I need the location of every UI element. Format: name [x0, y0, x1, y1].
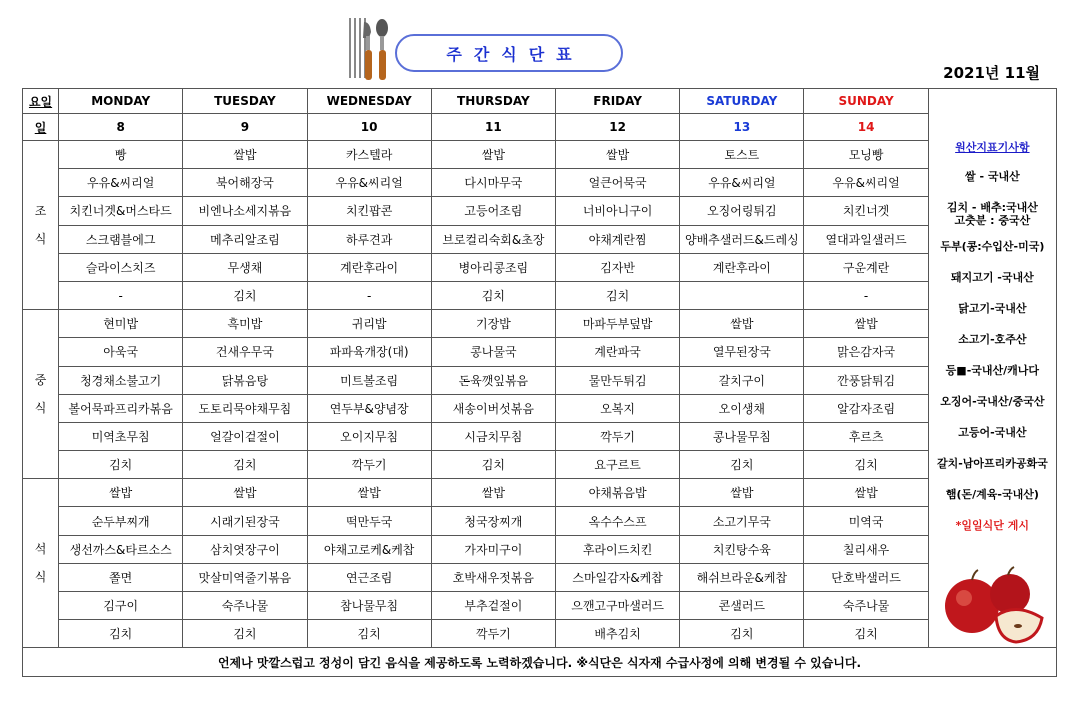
menu-cell: 계란후라이	[680, 253, 804, 281]
date-cell: 14	[804, 114, 928, 141]
meal-label-char: 중	[34, 373, 47, 388]
menu-cell: 후르츠	[804, 422, 928, 450]
menu-cell: 파파육개장(대)	[307, 338, 431, 366]
menu-cell: 기장밥	[431, 310, 555, 338]
menu-cell: 쫄면	[59, 563, 183, 591]
menu-row	[23, 479, 1057, 507]
menu-cell: 흑미밥	[183, 310, 307, 338]
date-cell: 11	[431, 114, 555, 141]
menu-cell: 단호박샐러드	[804, 563, 928, 591]
day-name-tuesday: TUESDAY	[183, 89, 307, 114]
menu-row	[23, 197, 1057, 225]
menu-cell: 모닝빵	[804, 141, 928, 169]
menu-cell: 깍두기	[556, 422, 680, 450]
menu-cell: 김치	[804, 451, 928, 479]
meal-label	[23, 141, 59, 310]
menu-cell: 김구이	[59, 592, 183, 620]
menu-cell: 김치	[307, 620, 431, 648]
menu-row	[23, 535, 1057, 563]
menu-cell: 구운계란	[804, 253, 928, 281]
menu-row	[23, 451, 1057, 479]
origin-heading[interactable]: 원산지표기사항	[955, 141, 1030, 154]
menu-row	[23, 141, 1057, 169]
menu-cell: 물만두튀김	[556, 366, 680, 394]
menu-cell: 쌀밥	[307, 479, 431, 507]
menu-cell: 얼큰어묵국	[556, 169, 680, 197]
menu-cell: 연두부&양념장	[307, 394, 431, 422]
date-cell: 12	[556, 114, 680, 141]
origin-line: 갈치-남아프리카공화국	[936, 457, 1048, 470]
fork-spoon-icon	[342, 14, 402, 84]
menu-cell: 맑은감자국	[804, 338, 928, 366]
menu-cell: 하루견과	[307, 225, 431, 253]
menu-cell: 우유&씨리얼	[804, 169, 928, 197]
page-title: 주간식단표	[446, 44, 584, 64]
corner-day-label: 요일	[23, 89, 59, 114]
menu-row	[23, 563, 1057, 591]
origin-line: 오징어-국내산/중국산	[940, 395, 1045, 408]
menu-cell: 깍두기	[307, 451, 431, 479]
meal-label-char: 식	[34, 401, 47, 416]
menu-cell: 돈육깻잎볶음	[431, 366, 555, 394]
menu-cell: 쌀밥	[183, 141, 307, 169]
date-cell: 10	[307, 114, 431, 141]
menu-cell: 청국장찌개	[431, 507, 555, 535]
menu-row	[23, 338, 1057, 366]
menu-cell: 계란파국	[556, 338, 680, 366]
menu-cell: 쌀밥	[59, 479, 183, 507]
origin-line: 고등어-국내산	[958, 426, 1027, 439]
menu-row	[23, 310, 1057, 338]
daily-menu-notice: *일일식단 게시	[955, 519, 1030, 532]
menu-cell: 김치	[431, 451, 555, 479]
menu-cell: 오복지	[556, 394, 680, 422]
menu-cell: 양배추샐러드&드레싱	[680, 225, 804, 253]
menu-cell: 쌀밥	[680, 310, 804, 338]
menu-cell: 쌀밥	[804, 310, 928, 338]
menu-cell: 열대과일샐러드	[804, 225, 928, 253]
menu-cell: 김치	[183, 451, 307, 479]
menu-cell: 으깬고구마샐러드	[556, 592, 680, 620]
menu-cell: 토스트	[680, 141, 804, 169]
menu-cell: 치킨팝콘	[307, 197, 431, 225]
menu-cell: 콘샐러드	[680, 592, 804, 620]
menu-cell: 시금치무침	[431, 422, 555, 450]
origin-line: 두부(콩:수입산-미국)	[940, 240, 1045, 253]
menu-cell: 김자반	[556, 253, 680, 281]
weekly-menu-table	[22, 88, 1057, 677]
title-banner	[395, 34, 623, 72]
year-month: 2021년 11월	[943, 64, 1040, 82]
menu-cell: 김치	[556, 281, 680, 309]
day-name-thursday: THURSDAY	[431, 89, 555, 114]
menu-cell: 너비아니구이	[556, 197, 680, 225]
origin-line: 소고기-호주산	[958, 333, 1027, 346]
day-name-sunday: SUNDAY	[804, 89, 928, 114]
menu-cell: 쌀밥	[431, 141, 555, 169]
menu-row	[23, 592, 1057, 620]
menu-cell: 갈치구이	[680, 366, 804, 394]
menu-cell: 쌀밥	[804, 479, 928, 507]
menu-cell: 생선까스&타르소스	[59, 535, 183, 563]
menu-cell: 오징어링튀김	[680, 197, 804, 225]
day-name-wednesday: WEDNESDAY	[307, 89, 431, 114]
origin-line: 돼지고기 -국내산	[950, 271, 1034, 284]
menu-cell: -	[59, 281, 183, 309]
menu-cell: 김치	[680, 620, 804, 648]
date-cell: 9	[183, 114, 307, 141]
meal-label-char: 조	[34, 204, 47, 219]
menu-cell: 쌀밥	[183, 479, 307, 507]
menu-cell: 카스텔라	[307, 141, 431, 169]
menu-cell: 귀리밥	[307, 310, 431, 338]
menu-cell: 쌀밥	[680, 479, 804, 507]
menu-cell: 미역국	[804, 507, 928, 535]
menu-cell: 현미밥	[59, 310, 183, 338]
menu-cell: 슬라이스치즈	[59, 253, 183, 281]
menu-cell: 김치	[183, 281, 307, 309]
menu-cell: 무생채	[183, 253, 307, 281]
menu-cell: 오이지무침	[307, 422, 431, 450]
origin-line: 햄(돈/계육-국내산)	[945, 488, 1039, 501]
menu-cell: 얼갈이겉절이	[183, 422, 307, 450]
origin-line: 닭고기-국내산	[958, 302, 1027, 315]
menu-cell: 칠리새우	[804, 535, 928, 563]
menu-cell: 요구르트	[556, 451, 680, 479]
menu-cell: 소고기무국	[680, 507, 804, 535]
day-name-saturday: SATURDAY	[680, 89, 804, 114]
menu-cell: 다시마무국	[431, 169, 555, 197]
menu-cell: 해쉬브라운&케찹	[680, 563, 804, 591]
menu-cell: -	[307, 281, 431, 309]
menu-cell: 메추리알조림	[183, 225, 307, 253]
menu-cell: 아욱국	[59, 338, 183, 366]
menu-cell: 북어해장국	[183, 169, 307, 197]
menu-cell: 쌀밥	[556, 141, 680, 169]
menu-cell: 야채고로케&케찹	[307, 535, 431, 563]
menu-cell: 숙주나물	[804, 592, 928, 620]
menu-cell: 떡만두국	[307, 507, 431, 535]
menu-row	[23, 394, 1057, 422]
menu-cell: 우유&씨리얼	[307, 169, 431, 197]
menu-row	[23, 253, 1057, 281]
menu-row	[23, 422, 1057, 450]
menu-cell: 옥수수스프	[556, 507, 680, 535]
menu-cell: 삼치엿장구이	[183, 535, 307, 563]
menu-cell: 호박새우젓볶음	[431, 563, 555, 591]
menu-cell: 빵	[59, 141, 183, 169]
origin-line: 김치 - 배추:국내산 고춧분 : 중국산	[946, 201, 1038, 227]
menu-cell: 후라이드치킨	[556, 535, 680, 563]
menu-cell: 치킨너겟&머스타드	[59, 197, 183, 225]
apple-icon	[938, 566, 1050, 644]
menu-cell: 도토리묵야채무침	[183, 394, 307, 422]
menu-cell: 야채볶음밥	[556, 479, 680, 507]
menu-cell: 우유&씨리얼	[680, 169, 804, 197]
menu-cell: 브로컬리숙회&초장	[431, 225, 555, 253]
footer-notice: 언제나 맛깔스럽고 정성이 담긴 음식을 제공하도록 노력하겠습니다. ※식단은 식자재 수급사정에 의해 변경될 수 있습니다.	[23, 648, 1057, 677]
menu-cell	[680, 281, 804, 309]
meal-label-char: 석	[34, 542, 47, 557]
origin-line: 등■-국내산/캐나다	[945, 364, 1040, 377]
menu-cell: 김치	[680, 451, 804, 479]
menu-cell: 새송이버섯볶음	[431, 394, 555, 422]
origin-line: 쌀 - 국내산	[964, 170, 1020, 183]
menu-cell: 시래기된장국	[183, 507, 307, 535]
menu-cell: 미트볼조림	[307, 366, 431, 394]
menu-cell: 우유&씨리얼	[59, 169, 183, 197]
menu-cell: 순두부찌개	[59, 507, 183, 535]
menu-cell: 병아리콩조림	[431, 253, 555, 281]
menu-cell: 알감자조림	[804, 394, 928, 422]
menu-row	[23, 225, 1057, 253]
day-name-monday: MONDAY	[59, 89, 183, 114]
menu-cell: 콩나물국	[431, 338, 555, 366]
menu-cell: 계란후라이	[307, 253, 431, 281]
date-cell: 13	[680, 114, 804, 141]
meal-label	[23, 310, 59, 479]
menu-cell: 부추겉절이	[431, 592, 555, 620]
day-name-friday: FRIDAY	[556, 89, 680, 114]
menu-cell: 스크램블에그	[59, 225, 183, 253]
menu-cell: 열무된장국	[680, 338, 804, 366]
menu-cell: 야채계란찜	[556, 225, 680, 253]
menu-cell: 치킨너겟	[804, 197, 928, 225]
menu-cell: 미역초무침	[59, 422, 183, 450]
menu-cell: 콩나물무침	[680, 422, 804, 450]
menu-cell: 깐풍닭튀김	[804, 366, 928, 394]
menu-cell: 맛살미역줄기볶음	[183, 563, 307, 591]
menu-row	[23, 366, 1057, 394]
menu-cell: 김치	[804, 620, 928, 648]
menu-cell: 김치	[183, 620, 307, 648]
menu-row	[23, 169, 1057, 197]
menu-cell: 닭볶음탕	[183, 366, 307, 394]
meal-label	[23, 479, 59, 648]
menu-cell: 마파두부덮밥	[556, 310, 680, 338]
date-cell: 8	[59, 114, 183, 141]
menu-cell: 가자미구이	[431, 535, 555, 563]
menu-cell: 볼어묵파프리카볶음	[59, 394, 183, 422]
menu-cell: 오이생채	[680, 394, 804, 422]
menu-cell: 배추김치	[556, 620, 680, 648]
menu-cell: -	[804, 281, 928, 309]
meal-label-char: 식	[34, 232, 47, 247]
menu-row	[23, 281, 1057, 309]
menu-cell: 건새우무국	[183, 338, 307, 366]
origin-info-panel	[928, 89, 1056, 648]
menu-row	[23, 507, 1057, 535]
menu-cell: 청경채소불고기	[59, 366, 183, 394]
menu-cell: 참나물무침	[307, 592, 431, 620]
menu-cell: 김치	[59, 620, 183, 648]
menu-row	[23, 620, 1057, 648]
menu-cell: 깍두기	[431, 620, 555, 648]
menu-cell: 김치	[59, 451, 183, 479]
meal-label-char: 식	[34, 570, 47, 585]
menu-cell: 치킨탕수육	[680, 535, 804, 563]
menu-cell: 스마일감자&케찹	[556, 563, 680, 591]
menu-cell: 고등어조림	[431, 197, 555, 225]
menu-cell: 김치	[431, 281, 555, 309]
menu-cell: 연근조림	[307, 563, 431, 591]
corner-date-label: 일	[23, 114, 59, 141]
menu-cell: 숙주나물	[183, 592, 307, 620]
menu-cell: 비엔나소세지볶음	[183, 197, 307, 225]
menu-cell: 쌀밥	[431, 479, 555, 507]
